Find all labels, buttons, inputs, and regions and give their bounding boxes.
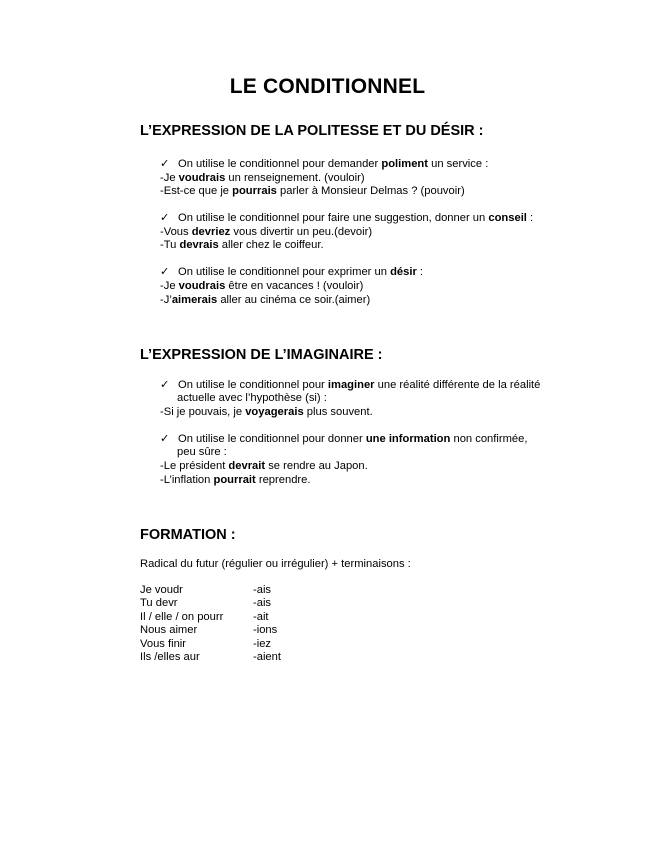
- example-line: -Je voudrais être en vacances ! (vouloir): [160, 280, 364, 292]
- conjugation-row: Nous aimer -ions: [140, 624, 278, 637]
- conjugation-row: Je voudr -ais: [140, 584, 272, 596]
- bullet-continuation: peu sûre :: [177, 446, 227, 458]
- conjugation-table: [140, 584, 360, 664]
- bullet-politesse-1: ✓ On utilise le conditionnel pour demander poliment un service :: [160, 158, 489, 170]
- bullet-politesse-3: ✓ On utilise le conditionnel pour exprimer un désir :: [160, 266, 424, 278]
- conjugation-row: Il / elle / on pourr -ait: [140, 610, 269, 623]
- formation-intro: Radical du futur (régulier ou irrégulier) + terminaisons :: [140, 558, 411, 570]
- bullet-continuation: actuelle avec l’hypothèse (si) :: [177, 392, 327, 404]
- checkmark-icon: ✓: [160, 212, 170, 224]
- bullet-imaginaire-1: ✓ On utilise le conditionnel pour imaginer une réalité différente de la réalité: [160, 379, 541, 391]
- example-line: -L’inflation pourrait reprendre.: [160, 474, 311, 486]
- checkmark-icon: ✓: [160, 433, 170, 445]
- section-heading-politesse: L’EXPRESSION DE LA POLITESSE ET DU DÉSIR :: [140, 123, 484, 139]
- example-line: -Je voudrais un renseignement. (vouloir): [160, 172, 365, 184]
- example-line: -J’aimerais aller au cinéma ce soir.(aimer): [160, 294, 371, 306]
- page-title: LE CONDITIONNEL: [229, 75, 426, 98]
- checkmark-icon: ✓: [160, 266, 170, 278]
- section-heading-formation: FORMATION :: [140, 527, 236, 543]
- bullet-politesse-2: ✓ On utilise le conditionnel pour faire une suggestion, donner un conseil :: [160, 212, 534, 224]
- example-line: -Si je pouvais, je voyagerais plus souvent.: [160, 406, 373, 418]
- example-line: -Vous devriez vous divertir un peu.(devoir): [160, 226, 373, 238]
- conjugation-row: Vous finir -iez: [140, 637, 272, 650]
- section-heading-imaginaire: L’EXPRESSION DE L’IMAGINAIRE :: [140, 347, 383, 363]
- checkmark-icon: ✓: [160, 379, 170, 391]
- checkmark-icon: ✓: [160, 158, 170, 170]
- conjugation-row: Ils /elles aur -aient: [140, 651, 281, 664]
- bullet-imaginaire-2: ✓ On utilise le conditionnel pour donner une information non confirmée,: [160, 433, 528, 445]
- example-line: -Tu devrais aller chez le coiffeur.: [160, 239, 324, 251]
- example-line: -Est-ce que je pourrais parler à Monsieur Delmas ? (pouvoir): [160, 185, 465, 197]
- example-line: -Le président devrait se rendre au Japon.: [160, 460, 368, 472]
- conjugation-row: Tu devr -ais: [140, 597, 272, 610]
